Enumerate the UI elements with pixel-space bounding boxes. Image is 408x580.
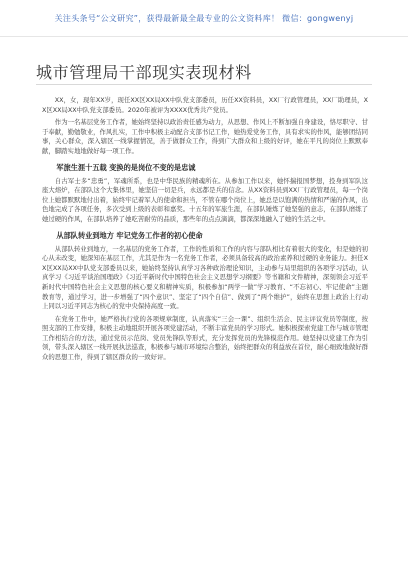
- section-paragraph: 从部队转业到地方，一名基层的党务工作者，工作的性质和工作的内容与部队相比有着很大的变化，但是她的初心从未改变，她深知在基层工作，尤其是作为一名党务工作者，必须具备较高的政治素养和过硬的业务能力。担任XX区XX局XX中队党支部委员以来，她始终坚持认真学习各种政治理论知识，主动参与局里组织的各项学习活动，认真学习《习近平谈治国理政》《习近平新时代中国特色社会主义思想学习纲要》等书籍和文件精神，深刻领会习近平新时代中国特色社会主义思想的核心要义和精神实质，积极参加“两学一做”学习教育、“不忘初心、牢记使命”主题教育等，通过学习，进一步增强了“四个意识”、坚定了“四个自信”、做到了“两个维护”，始终在思想上政治上行动上同以习近平同志为核心的党中央保持高度一致。: [42, 244, 368, 311]
- section-heading: 军旅生涯十五载 变换的是岗位不变的是忠诚: [56, 162, 196, 172]
- section-paragraph: 在党务工作中，她严格执行党的各项规章制度，认真落实“三会一课”、组织生活会、民主评议党员等制度，按照支部的工作安排，积极主动地组织开展各项党建活动，不断丰富党员的学习形式。她积极探索党建工作与城市管理工作相结合的方法，通过党员示范岗、党员先锋队等形式，充分发挥党员的先锋模范作用。她坚持以党建工作为引领，带头深入辖区一线开展执法巡查，积极参与城市环境综合整治，始终把群众的利益放在首位，耐心细致地做好群众的思想工作，得到了辖区群众的一致好评。: [42, 314, 368, 362]
- intro-paragraph: 作为一名基层党务工作者，她始终坚持以政治责任感为动力，从思想、作风上不断加强自身建设，恪尽职守、甘于奉献，勤勉敬业，作风扎实，工作中积极主动配合支部书记工作，她热爱党务工作，具有求实的作风，能够团结同事，关心群众，深入辖区一线掌握情况，善于做群众工作，得到广大群众和上级的好评，她在平凡的岗位上默默奉献，脚踏实地地做好每一项工作。: [42, 118, 368, 155]
- banner-text[interactable]: 关注头条号“公文研究”，获得最新最全最专业的公文资料库！ 微信：gongwenyj: [54, 13, 354, 23]
- section-heading: 从部队转业到地方 牢记党务工作者的初心使命: [56, 230, 203, 240]
- section-paragraph: 自古军士多“忠勇”，军魂所系，也是中华民族的精魂所在。从参加工作以来，她怀揣报国梦想，投身到军队这座大熔炉，在部队这个大集体里，她坚信一切是兵，永远都是兵的信念。从XX资料员到XX厂行政管理员，每一个岗位上她都默默地付出着，始终牢记着军人的使命和担当，不管在哪个岗位上，她总是以饱满的热情和严谨的作风，出色地完成了各项任务，多次受到上级的表彰和嘉奖。十五年的军旅生涯，在部队锤炼了她坚强的意志，在部队磨练了她过硬的作风，在部队培养了她吃苦耐劳的品质，那些年的点点滴滴，都深深地融入了她的生活之中。: [42, 176, 368, 223]
- title-divider: [36, 84, 372, 85]
- document-body: [42, 96, 368, 366]
- top-banner: [0, 0, 408, 37]
- document-title: 城市管理局干部现实表现材料: [36, 63, 252, 82]
- intro-paragraph: XX，女，现年XX岁，现任XX区XX局XX中队党支部委员，历任XX资料员，XX厂行政管理员，XX厂助理员，XX区XX局XX中队党支部委员。2020年被评为XXXX优秀共产党员。: [42, 96, 368, 114]
